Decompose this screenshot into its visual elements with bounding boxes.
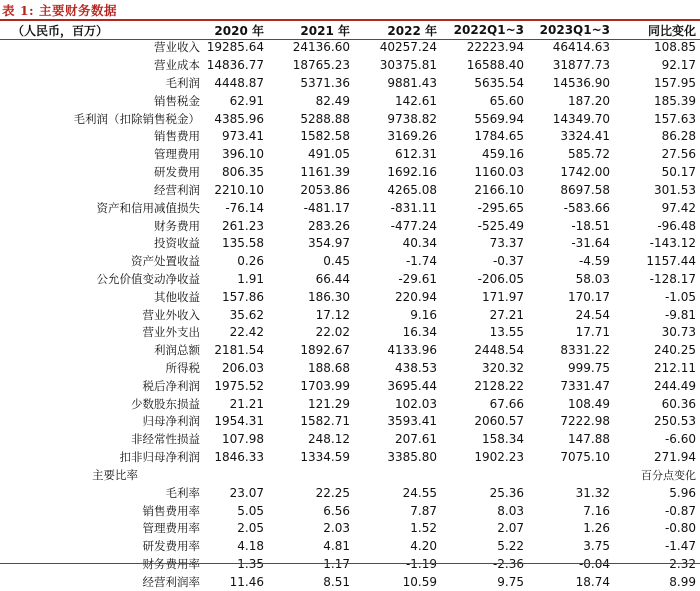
ratio-section-row xyxy=(0,467,700,485)
row-label: 财务费用 xyxy=(154,218,200,233)
row-value: 46414.63 xyxy=(552,40,610,55)
row-value: 271.94 xyxy=(654,450,696,465)
row-value: 7222.98 xyxy=(560,414,610,429)
row-value: -525.49 xyxy=(477,218,524,233)
ratio-value: -1.47 xyxy=(664,539,696,554)
row-value: 1975.52 xyxy=(214,378,264,393)
ratio-value xyxy=(268,556,354,574)
empty-cell xyxy=(202,467,268,485)
row-value: 8697.58 xyxy=(560,182,610,197)
row-value: 30.73 xyxy=(661,325,696,340)
row-label: 归母净利润 xyxy=(142,414,200,429)
row-value: 491.05 xyxy=(308,147,350,162)
row-value: 438.53 xyxy=(395,361,437,376)
ratio-value: -0.80 xyxy=(664,521,696,536)
table-row xyxy=(0,288,700,306)
row-value: 40.34 xyxy=(402,236,437,251)
row-label: 经营利润 xyxy=(154,182,200,197)
row-value: 24.54 xyxy=(575,307,610,322)
ratio-value: -0.87 xyxy=(664,503,696,518)
row-value: 9881.43 xyxy=(387,76,437,91)
ratio-value: 1.26 xyxy=(583,521,610,536)
row-value: 4265.08 xyxy=(387,182,437,197)
header-2021: 2021 年 xyxy=(300,23,350,38)
row-value: 5569.94 xyxy=(474,111,524,126)
row-value: 4448.87 xyxy=(214,76,264,91)
row-value: 212.11 xyxy=(654,361,696,376)
row-value: 73.37 xyxy=(489,236,524,251)
ratio-value: 18.74 xyxy=(575,574,610,589)
ratio-value: 5.96 xyxy=(669,485,696,500)
row-value: 1160.03 xyxy=(474,165,524,180)
row-value: 157.86 xyxy=(222,289,264,304)
row-value: 612.31 xyxy=(395,147,437,162)
row-value: 2210.10 xyxy=(214,182,264,197)
ratio-section-note: 百分点变化 xyxy=(641,468,696,482)
ratio-label: 经营利润率 xyxy=(142,574,200,589)
row-value: 806.35 xyxy=(222,165,264,180)
table-row xyxy=(0,395,700,413)
header-2023q1-3: 2023Q1~3 xyxy=(539,23,610,37)
row-value: 1582.58 xyxy=(300,129,350,144)
table-row xyxy=(0,449,700,467)
row-label: 管理费用 xyxy=(154,147,200,162)
row-value: 9.16 xyxy=(410,307,437,322)
ratio-value: 7.16 xyxy=(583,503,610,518)
row-value: -4.59 xyxy=(578,254,610,269)
ratio-value: 3.75 xyxy=(583,539,610,554)
ratio-value: 4.20 xyxy=(410,539,437,554)
row-value: 121.29 xyxy=(308,396,350,411)
row-value: 1846.33 xyxy=(214,450,264,465)
ratio-value xyxy=(202,556,268,574)
row-value: 250.53 xyxy=(654,414,696,429)
ratio-row xyxy=(0,538,700,556)
row-value: 1692.16 xyxy=(387,165,437,180)
ratio-value: 9.75 xyxy=(497,574,524,589)
table-row xyxy=(0,413,700,431)
row-value: -583.66 xyxy=(563,200,610,215)
ratio-value xyxy=(614,556,700,574)
row-value: 1902.23 xyxy=(474,450,524,465)
row-value: 1892.67 xyxy=(300,343,350,358)
bottom-rule xyxy=(0,563,700,564)
row-value: -1.05 xyxy=(664,289,696,304)
row-value: 5371.36 xyxy=(300,76,350,91)
ratio-value: 6.56 xyxy=(323,503,350,518)
ratio-label: 毛利率 xyxy=(165,485,200,500)
row-value: 2448.54 xyxy=(474,343,524,358)
row-value: 19285.64 xyxy=(206,40,264,55)
empty-cell xyxy=(268,467,354,485)
row-value: 50.17 xyxy=(661,165,696,180)
row-value: 1157.44 xyxy=(646,254,696,269)
row-value: 24136.60 xyxy=(292,40,350,55)
row-value: -1.74 xyxy=(405,254,437,269)
empty-cell xyxy=(354,467,441,485)
ratio-value: 10.59 xyxy=(402,574,437,589)
row-value: 13.55 xyxy=(489,325,524,340)
row-value: 186.30 xyxy=(308,289,350,304)
ratio-value xyxy=(441,556,528,574)
row-value: 207.61 xyxy=(395,432,437,447)
table-row xyxy=(0,199,700,217)
row-value: 17.71 xyxy=(575,325,610,340)
row-value: 21.21 xyxy=(229,396,264,411)
row-label: 扣非归母净利润 xyxy=(119,450,200,465)
row-value: -6.60 xyxy=(664,432,696,447)
ratio-row xyxy=(0,484,700,502)
row-value: 244.49 xyxy=(654,378,696,393)
ratio-value: 23.07 xyxy=(229,485,264,500)
row-value: -128.17 xyxy=(649,271,696,286)
row-label: 公允价值变动净收益 xyxy=(96,271,200,286)
table-row xyxy=(0,110,700,128)
ratio-value: 4.18 xyxy=(237,539,264,554)
table-row xyxy=(0,146,700,164)
ratio-value: 31.32 xyxy=(575,485,610,500)
row-label: 利润总额 xyxy=(154,343,200,358)
ratio-row xyxy=(0,502,700,520)
row-value: 973.41 xyxy=(222,129,264,144)
header-2022q1-3: 2022Q1~3 xyxy=(453,23,524,37)
table-row xyxy=(0,75,700,93)
row-label: 税后净利润 xyxy=(142,378,200,393)
row-value: 108.49 xyxy=(568,396,610,411)
row-value: 4385.96 xyxy=(214,111,264,126)
row-value: 1954.31 xyxy=(214,414,264,429)
ratio-value: 2.03 xyxy=(323,521,350,536)
row-label: 资产处置收益 xyxy=(131,254,200,269)
row-value: 999.75 xyxy=(568,361,610,376)
row-value: 135.58 xyxy=(222,236,264,251)
row-value: 8331.22 xyxy=(560,343,610,358)
row-value: 17.12 xyxy=(315,307,350,322)
ratio-value: 22.25 xyxy=(315,485,350,500)
row-value: 16.34 xyxy=(402,325,437,340)
table-row xyxy=(0,39,700,57)
row-label: 营业成本 xyxy=(154,58,200,73)
table-row xyxy=(0,342,700,360)
row-value: 18765.23 xyxy=(292,58,350,73)
header-unit: （人民币，百万） xyxy=(12,23,109,38)
row-value: 220.94 xyxy=(395,289,437,304)
row-value: 157.95 xyxy=(654,76,696,91)
row-value: 1582.71 xyxy=(300,414,350,429)
table-row xyxy=(0,164,700,182)
empty-cell xyxy=(441,467,528,485)
ratio-value: 5.05 xyxy=(237,503,264,518)
row-value: 320.32 xyxy=(482,361,524,376)
table-row xyxy=(0,431,700,449)
row-value: 67.66 xyxy=(489,396,524,411)
ratio-label xyxy=(0,556,202,574)
ratio-value: 25.36 xyxy=(489,485,524,500)
row-value: 14836.77 xyxy=(206,58,264,73)
row-value: -143.12 xyxy=(649,236,696,251)
row-label: 所得税 xyxy=(165,361,200,376)
table-row xyxy=(0,128,700,146)
row-value: 354.97 xyxy=(308,236,350,251)
row-value: 1.91 xyxy=(237,271,264,286)
table-row xyxy=(0,235,700,253)
table-row xyxy=(0,377,700,395)
row-value: 1784.65 xyxy=(474,129,524,144)
row-value: 459.16 xyxy=(482,147,524,162)
row-value: 58.03 xyxy=(575,271,610,286)
row-value: -831.11 xyxy=(390,200,437,215)
table-row xyxy=(0,360,700,378)
row-value: 170.17 xyxy=(568,289,610,304)
row-value: 30375.81 xyxy=(379,58,437,73)
ratio-value: 24.55 xyxy=(402,485,437,500)
row-value: 40257.24 xyxy=(379,40,437,55)
table-row xyxy=(0,182,700,200)
ratio-row xyxy=(0,573,700,591)
row-value: 3695.44 xyxy=(387,378,437,393)
row-value: -29.61 xyxy=(398,271,437,286)
row-value: 1703.99 xyxy=(300,378,350,393)
ratio-value: 8.99 xyxy=(669,574,696,589)
row-value: 301.53 xyxy=(654,182,696,197)
row-value: 82.49 xyxy=(315,93,350,108)
table-row xyxy=(0,253,700,271)
row-value: 3324.41 xyxy=(560,129,610,144)
row-value: 158.34 xyxy=(482,432,524,447)
row-value: 3169.26 xyxy=(387,129,437,144)
header-2020: 2020 年 xyxy=(214,23,264,38)
table-row xyxy=(0,306,700,324)
financial-table xyxy=(0,21,700,591)
row-value: 248.12 xyxy=(308,432,350,447)
row-value: 22.42 xyxy=(229,325,264,340)
row-value: -481.17 xyxy=(303,200,350,215)
row-value: 31877.73 xyxy=(552,58,610,73)
row-value: 27.56 xyxy=(661,147,696,162)
row-value: 2053.86 xyxy=(300,182,350,197)
ratio-value: 2.07 xyxy=(497,521,524,536)
row-value: 142.61 xyxy=(395,93,437,108)
row-value: 2166.10 xyxy=(474,182,524,197)
table-row xyxy=(0,324,700,342)
row-label: 销售费用 xyxy=(154,129,200,144)
row-value: 1161.39 xyxy=(300,165,350,180)
table-row xyxy=(0,271,700,289)
row-value: 14536.90 xyxy=(552,76,610,91)
row-value: 147.88 xyxy=(568,432,610,447)
row-label: 营业外支出 xyxy=(142,325,200,340)
row-value: 16588.40 xyxy=(466,58,524,73)
ratio-value xyxy=(354,556,441,574)
row-value: 66.44 xyxy=(315,271,350,286)
ratio-value: 5.22 xyxy=(497,539,524,554)
row-value: 1742.00 xyxy=(560,165,610,180)
row-value: -206.05 xyxy=(477,271,524,286)
header-yoy-change: 同比变化 xyxy=(647,23,696,38)
table-body xyxy=(0,39,700,591)
header-2022: 2022 年 xyxy=(387,23,437,38)
table-row xyxy=(0,92,700,110)
row-label: 研发费用 xyxy=(154,165,200,180)
ratio-value: 11.46 xyxy=(229,574,264,589)
row-value: 283.26 xyxy=(308,218,350,233)
ratio-value: 8.51 xyxy=(323,574,350,589)
row-label: 营业收入 xyxy=(154,40,200,55)
row-value: 157.63 xyxy=(654,111,696,126)
row-value: -18.51 xyxy=(571,218,610,233)
row-value: 171.97 xyxy=(482,289,524,304)
ratio-value: 7.87 xyxy=(410,503,437,518)
ratio-value: 1.52 xyxy=(410,521,437,536)
row-value: 7075.10 xyxy=(560,450,610,465)
row-value: 1334.59 xyxy=(300,450,350,465)
ratio-section-label: 主要比率 xyxy=(92,467,138,482)
empty-cell xyxy=(528,467,614,485)
row-value: 65.60 xyxy=(489,93,524,108)
row-value: 240.25 xyxy=(654,343,696,358)
row-value: -295.65 xyxy=(477,200,524,215)
row-value: 187.20 xyxy=(568,93,610,108)
row-value: -9.81 xyxy=(664,307,696,322)
row-value: 97.42 xyxy=(661,200,696,215)
row-label: 非经常性损益 xyxy=(131,432,200,447)
ratio-label: 销售费用率 xyxy=(142,503,200,518)
row-label: 少数股东损益 xyxy=(131,396,200,411)
row-value: 585.72 xyxy=(568,147,610,162)
row-value: 3593.41 xyxy=(387,414,437,429)
ratio-label: 研发费用率 xyxy=(142,539,200,554)
row-value: 22.02 xyxy=(315,325,350,340)
row-value: 14349.70 xyxy=(552,111,610,126)
row-value: 9738.82 xyxy=(387,111,437,126)
header-row xyxy=(0,21,700,39)
row-value: 7331.47 xyxy=(560,378,610,393)
row-value: -76.14 xyxy=(225,200,264,215)
row-value: 2128.22 xyxy=(474,378,524,393)
row-value: 22223.94 xyxy=(466,40,524,55)
row-value: 27.21 xyxy=(489,307,524,322)
row-value: 35.62 xyxy=(229,307,264,322)
row-value: 188.68 xyxy=(308,361,350,376)
row-value: 102.03 xyxy=(395,396,437,411)
row-value: 396.10 xyxy=(222,147,264,162)
table-row xyxy=(0,57,700,75)
row-value: 0.45 xyxy=(323,254,350,269)
table-title: 表 1: 主要财务数据 xyxy=(2,3,118,18)
row-value: 0.26 xyxy=(237,254,264,269)
row-value: 5288.88 xyxy=(300,111,350,126)
row-value: 3385.80 xyxy=(387,450,437,465)
row-value: -31.64 xyxy=(571,236,610,251)
row-value: 2181.54 xyxy=(214,343,264,358)
row-value: 92.17 xyxy=(661,58,696,73)
row-label: 毛利润（扣除销售税金） xyxy=(73,111,200,126)
row-label: 营业外收入 xyxy=(142,307,200,322)
ratio-value: 8.03 xyxy=(497,503,524,518)
ratio-row xyxy=(0,556,700,574)
row-value: 60.36 xyxy=(661,396,696,411)
row-value: -96.48 xyxy=(657,218,696,233)
table-row xyxy=(0,217,700,235)
row-value: 86.28 xyxy=(661,129,696,144)
ratio-row xyxy=(0,520,700,538)
row-label: 其他收益 xyxy=(154,289,200,304)
row-value: 108.85 xyxy=(654,40,696,55)
row-value: 62.91 xyxy=(229,93,264,108)
row-value: 4133.96 xyxy=(387,343,437,358)
row-value: 107.98 xyxy=(222,432,264,447)
row-value: 185.39 xyxy=(654,93,696,108)
row-label: 销售税金 xyxy=(154,93,200,108)
ratio-value: 2.05 xyxy=(237,521,264,536)
row-label: 投资收益 xyxy=(154,236,200,251)
row-value: -477.24 xyxy=(390,218,437,233)
row-label: 毛利润 xyxy=(165,76,200,91)
row-value: 206.03 xyxy=(222,361,264,376)
row-value: -0.37 xyxy=(492,254,524,269)
ratio-label: 管理费用率 xyxy=(142,521,200,536)
row-value: 5635.54 xyxy=(474,76,524,91)
row-value: 2060.57 xyxy=(474,414,524,429)
row-value: 261.23 xyxy=(222,218,264,233)
ratio-value: 4.81 xyxy=(323,539,350,554)
ratio-value xyxy=(528,556,614,574)
row-label: 资产和信用减值损失 xyxy=(96,200,200,215)
